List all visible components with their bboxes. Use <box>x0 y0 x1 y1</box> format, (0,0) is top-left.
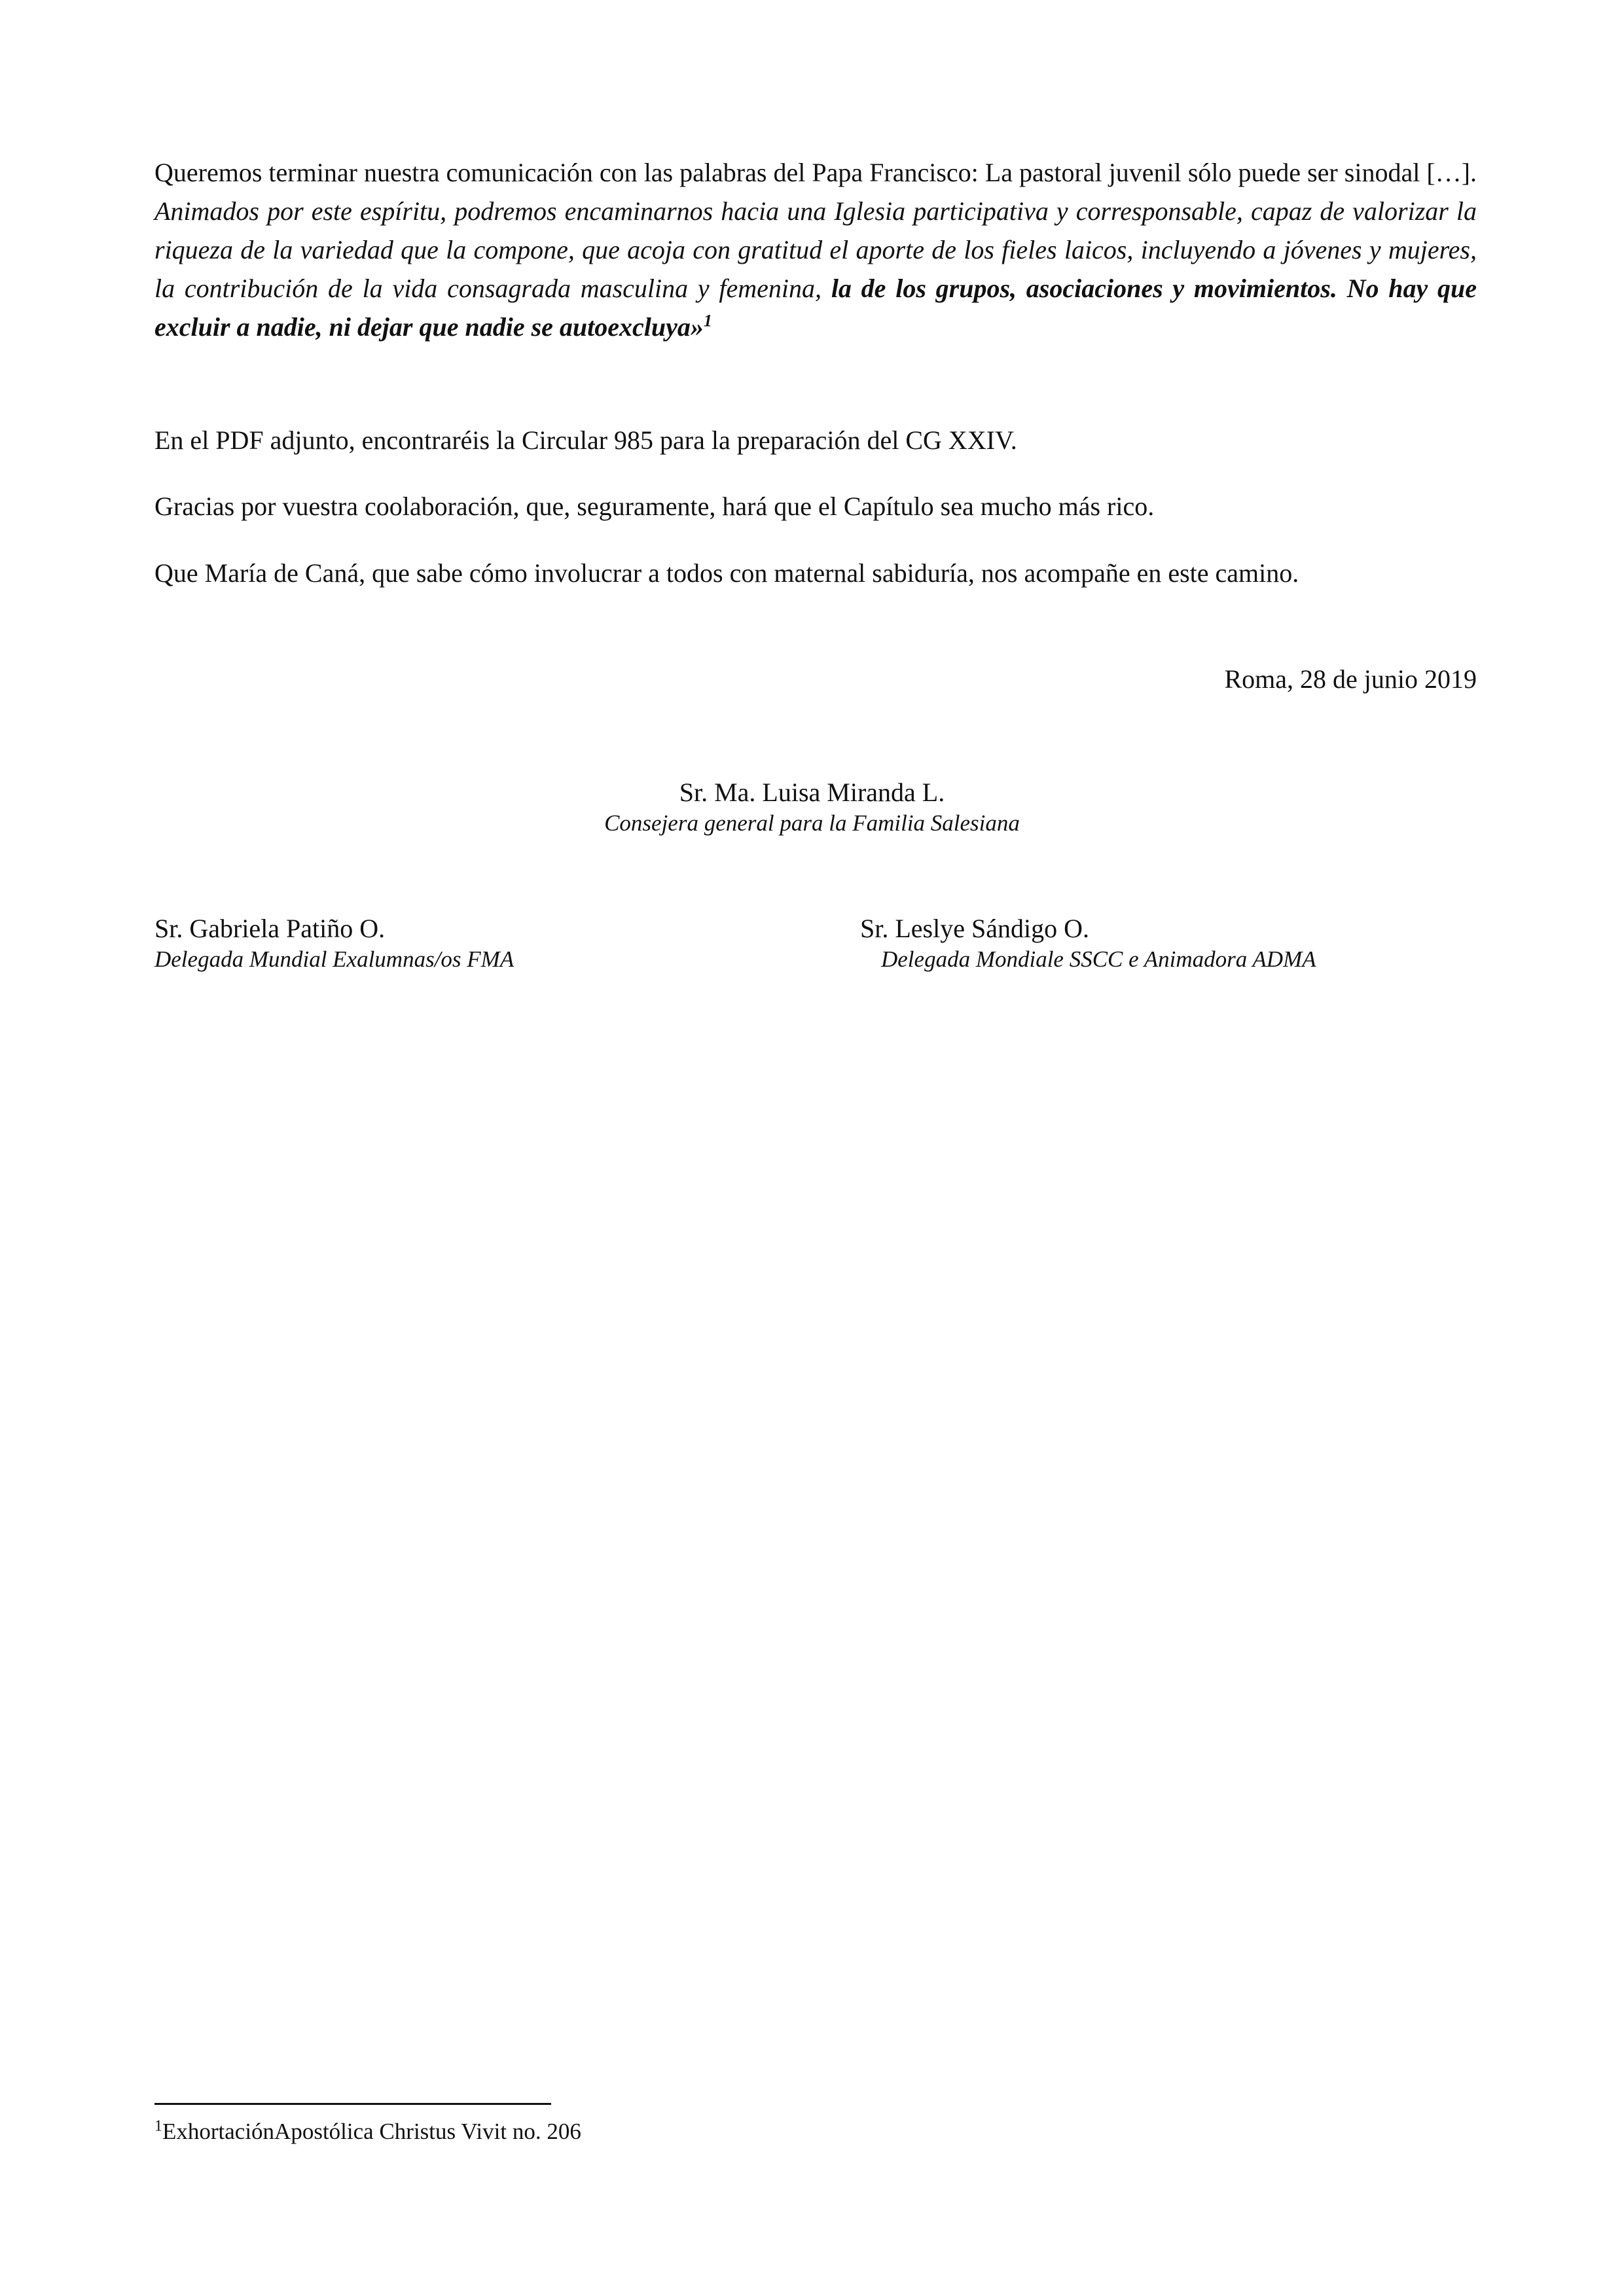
closing-quote-paragraph <box>154 153 1477 346</box>
footnote-reference: 1 <box>703 311 712 331</box>
signature-block-left <box>154 912 514 974</box>
quote-intro-text: Queremos terminar nuestra comunicación con las palabras del Papa Francisco: La pastoral juvenil sólo puede ser sinodal […]. <box>154 158 1477 187</box>
signer-role: Delegada Mondiale SSCC e Animadora ADMA <box>881 946 1316 972</box>
signature-block-center <box>0 776 1624 838</box>
footnote-separator <box>154 2103 551 2105</box>
signer-name: Sr. Gabriela Patiño O. <box>154 914 386 943</box>
signer-name: Sr. Leslye Sándigo O. <box>860 914 1089 943</box>
footnote-text: ExhortaciónApostólica Christus Vivit no. 206 <box>162 2119 581 2144</box>
attachment-paragraph: En el PDF adjunto, encontraréis la Circular 985 para la preparación del CG XXIV. <box>154 425 1017 455</box>
signature-block-right <box>860 912 1316 974</box>
thanks-paragraph: Gracias por vuestra coolaboración, que, seguramente, hará que el Capítulo sea mucho más rico. <box>154 492 1155 521</box>
footnote <box>154 2115 581 2148</box>
signer-role: Consejera general para la Familia Salesiana <box>604 810 1020 836</box>
signer-name: Sr. Ma. Luisa Miranda L. <box>679 778 945 807</box>
quote-bold-italic-text: la de los grupos, asociaciones y movimientos. No hay que excluir a nadie, ni dejar que nadie se autoexcluya» <box>154 274 1477 342</box>
quote-italic-text: Animados por este espíritu, podremos encaminarnos hacia una Iglesia participativa y corresponsable, capaz de valorizar la riqueza de la variedad que la compone, que acoja con gratitud el aporte de los fieles laicos, incluyendo a jóvenes y mujeres, la contribución de la vida consagrada masculina y femenina, <box>154 196 1477 303</box>
footnote-number: 1 <box>154 2117 162 2135</box>
signer-role: Delegada Mundial Exalumnas/os FMA <box>154 946 514 972</box>
date-line: Roma, 28 de junio 2019 <box>1224 664 1477 694</box>
blessing-paragraph: Que María de Caná, que sabe cómo involucrar a todos con maternal sabiduría, nos acompañe en este camino. <box>154 558 1299 588</box>
